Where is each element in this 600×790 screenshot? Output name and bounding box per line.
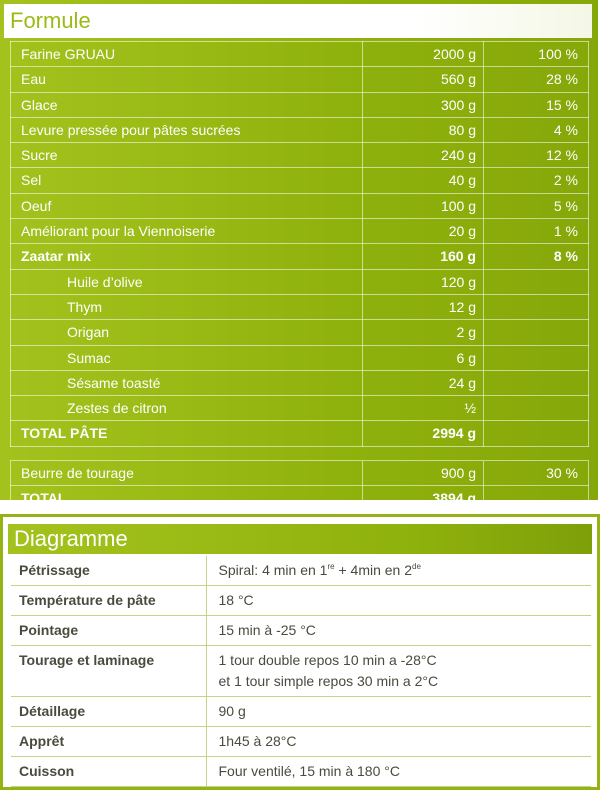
table-row <box>11 168 589 193</box>
ingredient-percentage: 12 % <box>484 143 589 168</box>
ingredient-percentage: 15 % <box>484 92 589 117</box>
ingredient-name: Sucre <box>11 143 363 168</box>
formule-title: Formule <box>4 4 592 38</box>
table-row <box>11 193 589 218</box>
ingredient-name: Sumac <box>11 345 363 370</box>
diagramme-table <box>11 556 591 787</box>
ingredient-percentage: 28 % <box>484 67 589 92</box>
table-row-sub <box>11 370 589 395</box>
ingredient-name: Levure pressée pour pâtes sucrées <box>11 117 363 142</box>
ingredient-quantity: 240 g <box>363 143 484 168</box>
table-row <box>11 117 589 142</box>
step-value: 15 min à -25 °C <box>206 616 591 646</box>
table-row <box>11 616 591 646</box>
ingredient-percentage <box>484 294 589 319</box>
table-row <box>11 42 589 67</box>
ingredient-percentage <box>484 396 589 421</box>
ingredient-name: Thym <box>11 294 363 319</box>
table-row-sub <box>11 320 589 345</box>
step-label: Apprêt <box>11 727 206 757</box>
total-percentage <box>484 486 589 512</box>
ingredient-percentage <box>484 320 589 345</box>
ingredient-name: Améliorant pour la Viennoiserie <box>11 219 363 244</box>
ingredient-name: Farine GRUAU <box>11 42 363 67</box>
step-label: Température de pâte <box>11 586 206 616</box>
total-label: TOTAL <box>11 486 363 512</box>
total-pate-label: TOTAL PÂTE <box>11 421 363 446</box>
table-row <box>11 697 591 727</box>
ingredient-percentage: 4 % <box>484 117 589 142</box>
ingredient-name: Zestes de citron <box>11 396 363 421</box>
ingredient-name: Origan <box>11 320 363 345</box>
table-row-sub <box>11 345 589 370</box>
table-row <box>11 646 591 697</box>
table-row-total-pate <box>11 421 589 446</box>
ingredient-percentage: 8 % <box>484 244 589 269</box>
ingredient-name: Huile d’olive <box>11 269 363 294</box>
ingredient-quantity: 160 g <box>363 244 484 269</box>
ingredient-percentage: 5 % <box>484 193 589 218</box>
total-pate-percentage <box>484 421 589 446</box>
step-value: Spiral: 4 min en 1re + 4min en 2de <box>206 556 591 586</box>
ingredient-quantity: 20 g <box>363 219 484 244</box>
step-label: Pointage <box>11 616 206 646</box>
table-row-sub <box>11 294 589 319</box>
ingredient-quantity: 80 g <box>363 117 484 142</box>
ingredient-quantity: 900 g <box>363 460 484 485</box>
table-row <box>11 92 589 117</box>
table-row <box>11 67 589 92</box>
table-row-sub <box>11 396 589 421</box>
table-row-sub <box>11 269 589 294</box>
step-label: Détaillage <box>11 697 206 727</box>
step-label: Pétrissage <box>11 556 206 586</box>
table-row <box>11 586 591 616</box>
diagramme-section <box>0 514 600 790</box>
ingredient-name: Glace <box>11 92 363 117</box>
ingredient-percentage <box>484 370 589 395</box>
ingredient-percentage <box>484 345 589 370</box>
ingredient-percentage: 2 % <box>484 168 589 193</box>
ingredient-percentage: 30 % <box>484 460 589 485</box>
ingredient-quantity: 24 g <box>363 370 484 395</box>
step-value: 18 °C <box>206 586 591 616</box>
ingredient-quantity: 560 g <box>363 67 484 92</box>
ingredient-name: Oeuf <box>11 193 363 218</box>
total-pate-quantity: 2994 g <box>363 421 484 446</box>
ingredient-percentage: 1 % <box>484 219 589 244</box>
step-value: 90 g <box>206 697 591 727</box>
step-label: Cuisson <box>11 757 206 787</box>
ingredient-quantity: ½ <box>363 396 484 421</box>
table-row <box>11 556 591 586</box>
step-value: 1h45 à 28°C <box>206 727 591 757</box>
step-label: Tourage et laminage <box>11 646 206 697</box>
ingredient-quantity: 2000 g <box>363 42 484 67</box>
ingredient-quantity: 40 g <box>363 168 484 193</box>
ingredient-name: Sel <box>11 168 363 193</box>
table-row <box>11 460 589 485</box>
table-row-total <box>11 486 589 512</box>
ingredient-quantity: 300 g <box>363 92 484 117</box>
ingredient-percentage: 100 % <box>484 42 589 67</box>
diagramme-title: Diagramme <box>8 524 592 554</box>
total-quantity: 3894 g <box>363 486 484 512</box>
ingredient-name: Sésame toasté <box>11 370 363 395</box>
step-value: Four ventilé, 15 min à 180 °C <box>206 757 591 787</box>
table-row <box>11 727 591 757</box>
ingredient-name: Eau <box>11 67 363 92</box>
table-row <box>11 757 591 787</box>
table-row <box>11 219 589 244</box>
step-value: 1 tour double repos 10 min a -28°C et 1 tour simple repos 30 min a 2°C <box>206 646 591 697</box>
ingredient-quantity: 120 g <box>363 269 484 294</box>
table-spacer <box>11 446 589 460</box>
table-row-mix <box>11 244 589 269</box>
ingredient-quantity: 12 g <box>363 294 484 319</box>
ingredient-quantity: 2 g <box>363 320 484 345</box>
ingredient-quantity: 6 g <box>363 345 484 370</box>
ingredient-name: Zaatar mix <box>11 244 363 269</box>
ingredient-quantity: 100 g <box>363 193 484 218</box>
ingredient-name: Beurre de tourage <box>11 460 363 485</box>
table-row <box>11 143 589 168</box>
formule-table <box>10 41 589 512</box>
ingredient-percentage <box>484 269 589 294</box>
